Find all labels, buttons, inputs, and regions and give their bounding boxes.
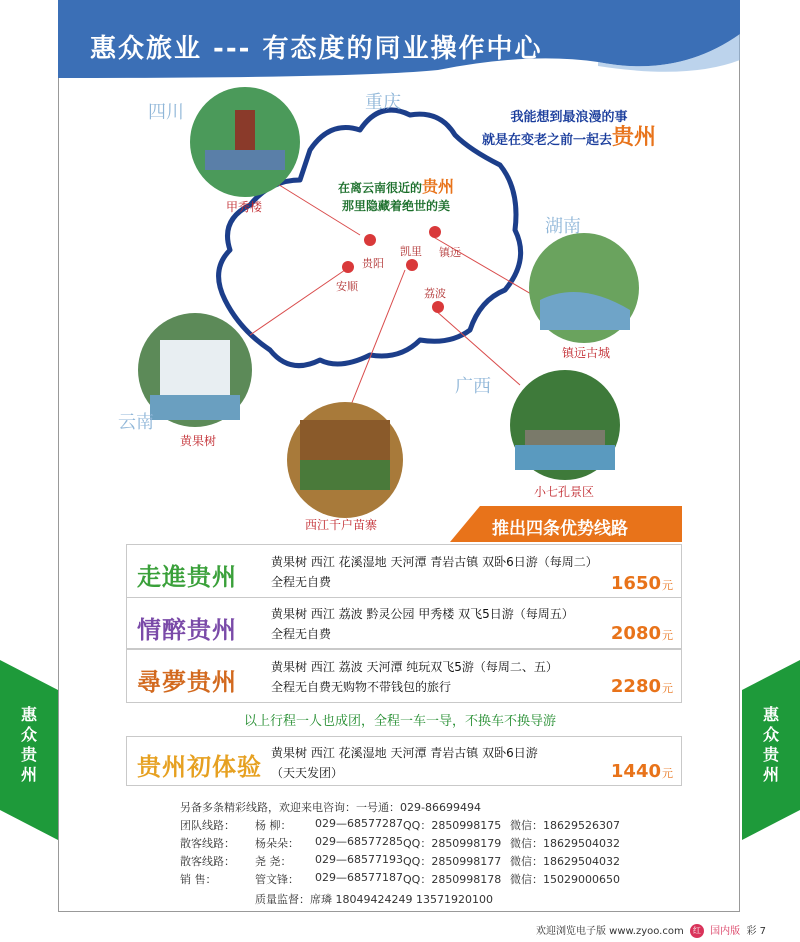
footer bbox=[536, 922, 766, 938]
city-zhenyuan: 镇远 bbox=[439, 246, 461, 259]
region-yunnan: 云南 bbox=[118, 412, 154, 433]
photo-zhenyuan bbox=[529, 233, 639, 343]
route-itinerary: 黄果树 西江 花溪湿地 天河潭 青岩古镇 双卧6日游（每周二） bbox=[271, 555, 598, 569]
photo-huangguoshu bbox=[138, 313, 252, 427]
route-price: 1440元 bbox=[610, 761, 673, 782]
route-note: （天天发团） bbox=[271, 766, 344, 780]
region-guangxi: 广西 bbox=[455, 376, 491, 397]
route-itinerary: 黄果树 西江 花溪湿地 天河潭 青岩古镇 双卧6日游 bbox=[271, 746, 538, 760]
city-kaili: 凯里 bbox=[400, 245, 422, 258]
route-price: 1650元 bbox=[610, 573, 673, 594]
left-side-label: 惠众贵州 bbox=[20, 705, 37, 784]
photo-xijiang bbox=[287, 402, 403, 518]
label-huangguoshu: 黄果树 bbox=[180, 434, 217, 448]
region-chongqing: 重庆 bbox=[365, 92, 401, 113]
contact-intro: 另备多条精彩线路，欢迎来电咨询：一号通：029-86699494 bbox=[180, 801, 481, 814]
route-card[interactable] bbox=[126, 649, 682, 703]
slogan-romantic: 我能想到最浪漫的事 就是在变老之前一起去贵州 bbox=[482, 110, 657, 150]
route-title: 走進贵州 bbox=[137, 563, 237, 591]
city-guiyang: 贵阳 bbox=[362, 257, 384, 270]
right-side-label: 惠众贵州 bbox=[762, 705, 779, 784]
route-price: 2080元 bbox=[610, 623, 673, 644]
route-title: 尋夢贵州 bbox=[137, 668, 237, 696]
route-note: 全程无自费无购物不带钱包的旅行 bbox=[271, 680, 452, 694]
photo-jiaxiulou bbox=[190, 87, 300, 197]
footer-edition: 国内版 bbox=[710, 926, 741, 937]
route-card[interactable] bbox=[126, 544, 682, 598]
region-hunan: 湖南 bbox=[545, 216, 581, 237]
label-xiaoqikong: 小七孔景区 bbox=[534, 485, 595, 499]
label-jiaxiulou: 甲秀楼 bbox=[226, 200, 263, 214]
quality-supervision: 质量监督：席璘 18049424249 13571920100 bbox=[255, 893, 493, 906]
route-price: 2280元 bbox=[610, 676, 673, 697]
route-card[interactable] bbox=[126, 597, 682, 649]
city-anshun: 安顺 bbox=[336, 280, 358, 293]
red-badge-icon: 红 bbox=[690, 924, 704, 938]
route-title: 情醉贵州 bbox=[137, 616, 237, 644]
route-note: 全程无自费 bbox=[271, 627, 332, 641]
group-notice: 以上行程一人也成团，全程一车一导，不换车不换导游 bbox=[243, 714, 556, 729]
header-title: 惠众旅业 --- 有态度的同业操作中心 bbox=[90, 34, 543, 64]
section-title: 推出四条优势线路 bbox=[492, 519, 628, 539]
page-number: 彩 7 bbox=[746, 926, 766, 937]
label-zhenyuan-old-town: 镇远古城 bbox=[562, 346, 611, 360]
route-itinerary: 黄果树 西江 荔波 天河潭 纯玩双飞5游（每周二、五） bbox=[271, 660, 558, 674]
route-title: 贵州初体验 bbox=[137, 753, 262, 781]
label-xijiang: 西江千户苗寨 bbox=[305, 518, 378, 532]
photo-xiaoqikong bbox=[510, 370, 620, 480]
route-note: 全程无自费 bbox=[271, 575, 332, 589]
footer-website[interactable]: 欢迎浏览电子版 www.zyoo.com bbox=[535, 926, 684, 937]
route-itinerary: 黄果树 西江 荔波 黔灵公园 甲秀楼 双飞5日游（每周五） bbox=[271, 607, 574, 621]
region-sichuan: 四川 bbox=[148, 102, 184, 123]
route-card[interactable] bbox=[126, 736, 682, 786]
slogan-near-yunnan: 在离云南很近的贵州 那里隐藏着绝世的美 bbox=[338, 177, 455, 213]
city-libo: 荔波 bbox=[424, 287, 446, 300]
